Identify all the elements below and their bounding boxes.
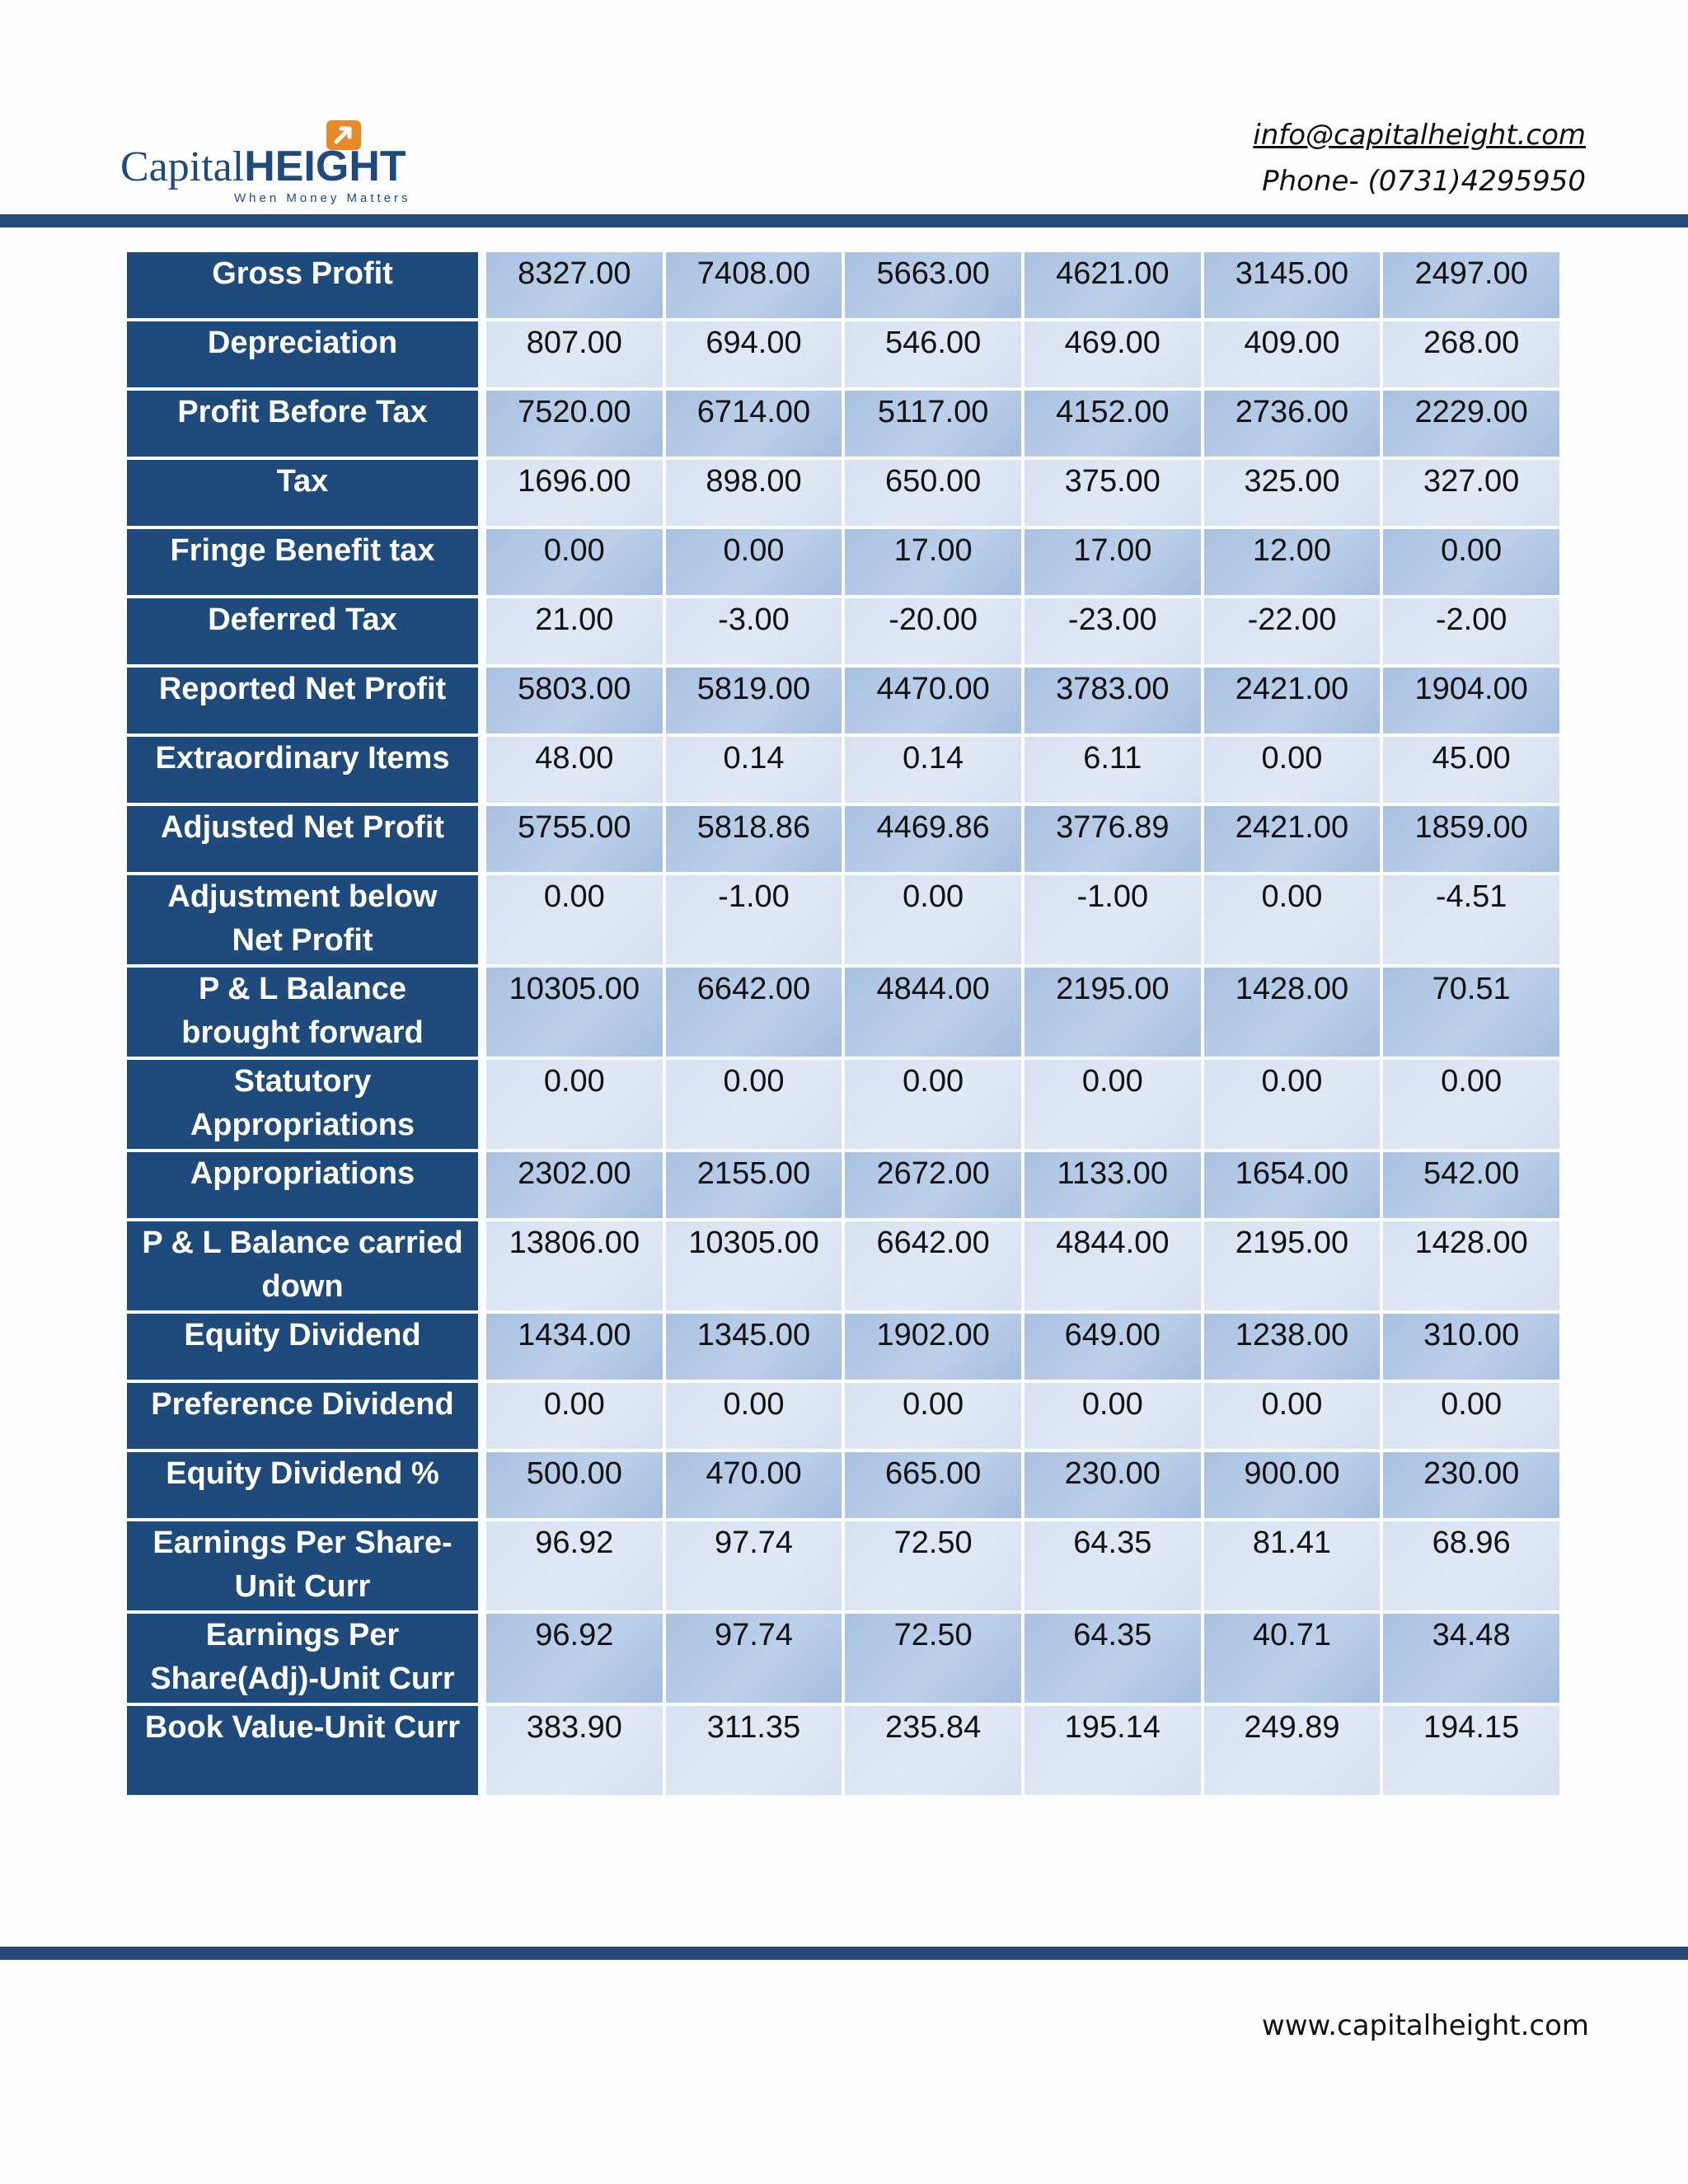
row-label: P & L Balance carried down	[127, 1221, 483, 1310]
table-cell: 13806.00	[486, 1221, 663, 1310]
table-cell: 4844.00	[1025, 1221, 1201, 1310]
table-cell: 17.00	[1025, 529, 1201, 595]
table-cell: 6714.00	[666, 391, 842, 457]
row-label: Appropriations	[127, 1152, 483, 1218]
table-cell: 0.14	[845, 737, 1021, 803]
table-cell: 6642.00	[666, 968, 842, 1057]
table-cell: -1.00	[666, 875, 842, 964]
row-label: Equity Dividend %	[127, 1452, 483, 1518]
table-cell: 4621.00	[1025, 252, 1201, 318]
table-cell: 7520.00	[486, 391, 663, 457]
table-cell: 5117.00	[845, 391, 1021, 457]
table-cell: 3783.00	[1025, 668, 1201, 733]
table-cell: 5803.00	[486, 668, 663, 733]
table-cell: 0.00	[1383, 1383, 1559, 1449]
table-cell: 694.00	[666, 321, 842, 387]
table-row	[127, 668, 1559, 733]
logo-text-regular: Capital	[120, 143, 245, 190]
logo-text-bold: HEIGHT	[244, 143, 406, 190]
table-cell: -1.00	[1025, 875, 1201, 964]
table-cell: 0.00	[845, 1060, 1021, 1149]
table-cell: 21.00	[486, 598, 663, 664]
row-label: Book Value-Unit Curr	[127, 1706, 483, 1795]
table-cell: 0.00	[1204, 737, 1381, 803]
table-cell: -20.00	[845, 598, 1021, 664]
table-cell: 0.00	[486, 529, 663, 595]
row-label: Earnings Per Share-Unit Curr	[127, 1521, 483, 1610]
table-row	[127, 1221, 1559, 1310]
table-cell: 311.35	[666, 1706, 842, 1795]
table-cell: 0.00	[1383, 1060, 1559, 1149]
table-cell: 70.51	[1383, 968, 1559, 1057]
table-cell: 1859.00	[1383, 806, 1559, 872]
table-cell: 97.74	[666, 1614, 842, 1703]
table-row	[127, 968, 1559, 1057]
table-cell: 500.00	[486, 1452, 663, 1518]
table-cell: 470.00	[666, 1452, 842, 1518]
table-cell: 0.00	[486, 875, 663, 964]
table-cell: 45.00	[1383, 737, 1559, 803]
table-cell: 4469.86	[845, 806, 1021, 872]
table-cell: 898.00	[666, 460, 842, 526]
table-cell: 3776.89	[1025, 806, 1201, 872]
table-cell: 0.00	[666, 1060, 842, 1149]
table-cell: 97.74	[666, 1521, 842, 1610]
table-cell: 0.00	[845, 875, 1021, 964]
table-cell: 1428.00	[1383, 1221, 1559, 1310]
company-logo	[120, 115, 434, 214]
table-row	[127, 252, 1559, 318]
row-label: Extraordinary Items	[127, 737, 483, 803]
footer-divider	[0, 1947, 1688, 1960]
contact-block	[1253, 112, 1586, 204]
table-cell: 2195.00	[1025, 968, 1201, 1057]
table-cell: 0.00	[486, 1383, 663, 1449]
table-row	[127, 875, 1559, 964]
table-cell: 1133.00	[1025, 1152, 1201, 1218]
table-cell: 268.00	[1383, 321, 1559, 387]
row-label: Reported Net Profit	[127, 668, 483, 733]
table-cell: 3145.00	[1204, 252, 1381, 318]
table-cell: 0.14	[666, 737, 842, 803]
table-cell: 0.00	[1025, 1383, 1201, 1449]
table-cell: 546.00	[845, 321, 1021, 387]
table-cell: 72.50	[845, 1614, 1021, 1703]
table-cell: 2195.00	[1204, 1221, 1381, 1310]
table-cell: 649.00	[1025, 1314, 1201, 1380]
table-cell: 4470.00	[845, 668, 1021, 733]
row-label: Depreciation	[127, 321, 483, 387]
table-cell: 72.50	[845, 1521, 1021, 1610]
table-row	[127, 529, 1559, 595]
table-cell: 194.15	[1383, 1706, 1559, 1795]
row-label: Profit Before Tax	[127, 391, 483, 457]
table-cell: 0.00	[1204, 875, 1381, 964]
table-row	[127, 1314, 1559, 1380]
table-row	[127, 1383, 1559, 1449]
table-cell: 2155.00	[666, 1152, 842, 1218]
table-cell: 10305.00	[666, 1221, 842, 1310]
row-label: Equity Dividend	[127, 1314, 483, 1380]
row-label: Gross Profit	[127, 252, 483, 318]
table-row	[127, 1521, 1559, 1610]
table-row	[127, 391, 1559, 457]
table-cell: 665.00	[845, 1452, 1021, 1518]
table-cell: 900.00	[1204, 1452, 1381, 1518]
table-cell: 1345.00	[666, 1314, 842, 1380]
table-cell: 10305.00	[486, 968, 663, 1057]
table-row	[127, 1706, 1559, 1795]
logo-wordmark	[120, 145, 406, 189]
table-cell: 807.00	[486, 321, 663, 387]
table-cell: 64.35	[1025, 1521, 1201, 1610]
table-cell: 0.00	[666, 1383, 842, 1449]
row-label: Deferred Tax	[127, 598, 483, 664]
table-cell: -23.00	[1025, 598, 1201, 664]
table-cell: -22.00	[1204, 598, 1381, 664]
table-cell: -2.00	[1383, 598, 1559, 664]
table-row	[127, 806, 1559, 872]
table-cell: 0.00	[1025, 1060, 1201, 1149]
table-cell: 2229.00	[1383, 391, 1559, 457]
table-cell: 6.11	[1025, 737, 1201, 803]
table-row	[127, 460, 1559, 526]
table-row	[127, 1452, 1559, 1518]
table-cell: 1696.00	[486, 460, 663, 526]
table-cell: 375.00	[1025, 460, 1201, 526]
table-cell: 1904.00	[1383, 668, 1559, 733]
table-cell: 4844.00	[845, 968, 1021, 1057]
table-cell: 327.00	[1383, 460, 1559, 526]
table-cell: 235.84	[845, 1706, 1021, 1795]
row-label: Earnings Per Share(Adj)-Unit Curr	[127, 1614, 483, 1703]
table-cell: -4.51	[1383, 875, 1559, 964]
row-label: Statutory Appropriations	[127, 1060, 483, 1149]
table-cell: 96.92	[486, 1614, 663, 1703]
logo-tagline: When Money Matters	[234, 191, 411, 205]
financial-table	[124, 249, 1563, 1798]
table-row	[127, 598, 1559, 664]
table-cell: 383.90	[486, 1706, 663, 1795]
table-cell: 542.00	[1383, 1152, 1559, 1218]
financial-table-body	[127, 252, 1559, 1795]
email-link[interactable]: info@capitalheight.com	[1253, 119, 1586, 152]
table-cell: 0.00	[1204, 1060, 1381, 1149]
table-cell: 469.00	[1025, 321, 1201, 387]
header-divider	[0, 214, 1688, 227]
table-cell: 7408.00	[666, 252, 842, 318]
table-cell: 195.14	[1025, 1706, 1201, 1795]
table-cell: 81.41	[1204, 1521, 1381, 1610]
table-cell: 0.00	[845, 1383, 1021, 1449]
table-cell: 310.00	[1383, 1314, 1559, 1380]
website-link[interactable]: www.capitalheight.com	[1261, 2009, 1589, 2042]
row-label: Adjustment below Net Profit	[127, 875, 483, 964]
row-label: Fringe Benefit tax	[127, 529, 483, 595]
table-cell: 6642.00	[845, 1221, 1021, 1310]
table-cell: 1902.00	[845, 1314, 1021, 1380]
table-cell: 5818.86	[666, 806, 842, 872]
table-cell: 0.00	[486, 1060, 663, 1149]
table-cell: 1654.00	[1204, 1152, 1381, 1218]
table-cell: 1238.00	[1204, 1314, 1381, 1380]
table-cell: 1434.00	[486, 1314, 663, 1380]
table-cell: 5819.00	[666, 668, 842, 733]
table-cell: 40.71	[1204, 1614, 1381, 1703]
table-cell: 0.00	[666, 529, 842, 595]
table-cell: 1428.00	[1204, 968, 1381, 1057]
table-cell: 5663.00	[845, 252, 1021, 318]
table-row	[127, 1152, 1559, 1218]
table-row	[127, 321, 1559, 387]
table-cell: 5755.00	[486, 806, 663, 872]
table-cell: 48.00	[486, 737, 663, 803]
table-cell: 0.00	[1204, 1383, 1381, 1449]
table-cell: 230.00	[1383, 1452, 1559, 1518]
table-row	[127, 1060, 1559, 1149]
table-cell: 0.00	[1383, 529, 1559, 595]
table-cell: 249.89	[1204, 1706, 1381, 1795]
table-cell: 4152.00	[1025, 391, 1201, 457]
row-label: Tax	[127, 460, 483, 526]
financial-table-container	[124, 249, 1563, 1798]
table-cell: 12.00	[1204, 529, 1381, 595]
table-cell: 2672.00	[845, 1152, 1021, 1218]
table-row	[127, 1614, 1559, 1703]
table-cell: 409.00	[1204, 321, 1381, 387]
row-label: Adjusted Net Profit	[127, 806, 483, 872]
table-cell: 68.96	[1383, 1521, 1559, 1610]
table-cell: 64.35	[1025, 1614, 1201, 1703]
table-cell: 8327.00	[486, 252, 663, 318]
table-cell: 34.48	[1383, 1614, 1559, 1703]
row-label: Preference Dividend	[127, 1383, 483, 1449]
table-cell: 2421.00	[1204, 806, 1381, 872]
table-row	[127, 737, 1559, 803]
table-cell: 96.92	[486, 1521, 663, 1610]
table-cell: 2497.00	[1383, 252, 1559, 318]
table-cell: 2736.00	[1204, 391, 1381, 457]
phone-number: Phone- (0731)4295950	[1262, 165, 1586, 198]
table-cell: 2302.00	[486, 1152, 663, 1218]
table-cell: 17.00	[845, 529, 1021, 595]
table-cell: 325.00	[1204, 460, 1381, 526]
table-cell: 650.00	[845, 460, 1021, 526]
table-cell: -3.00	[666, 598, 842, 664]
table-cell: 230.00	[1025, 1452, 1201, 1518]
row-label: P & L Balance brought forward	[127, 968, 483, 1057]
table-cell: 2421.00	[1204, 668, 1381, 733]
